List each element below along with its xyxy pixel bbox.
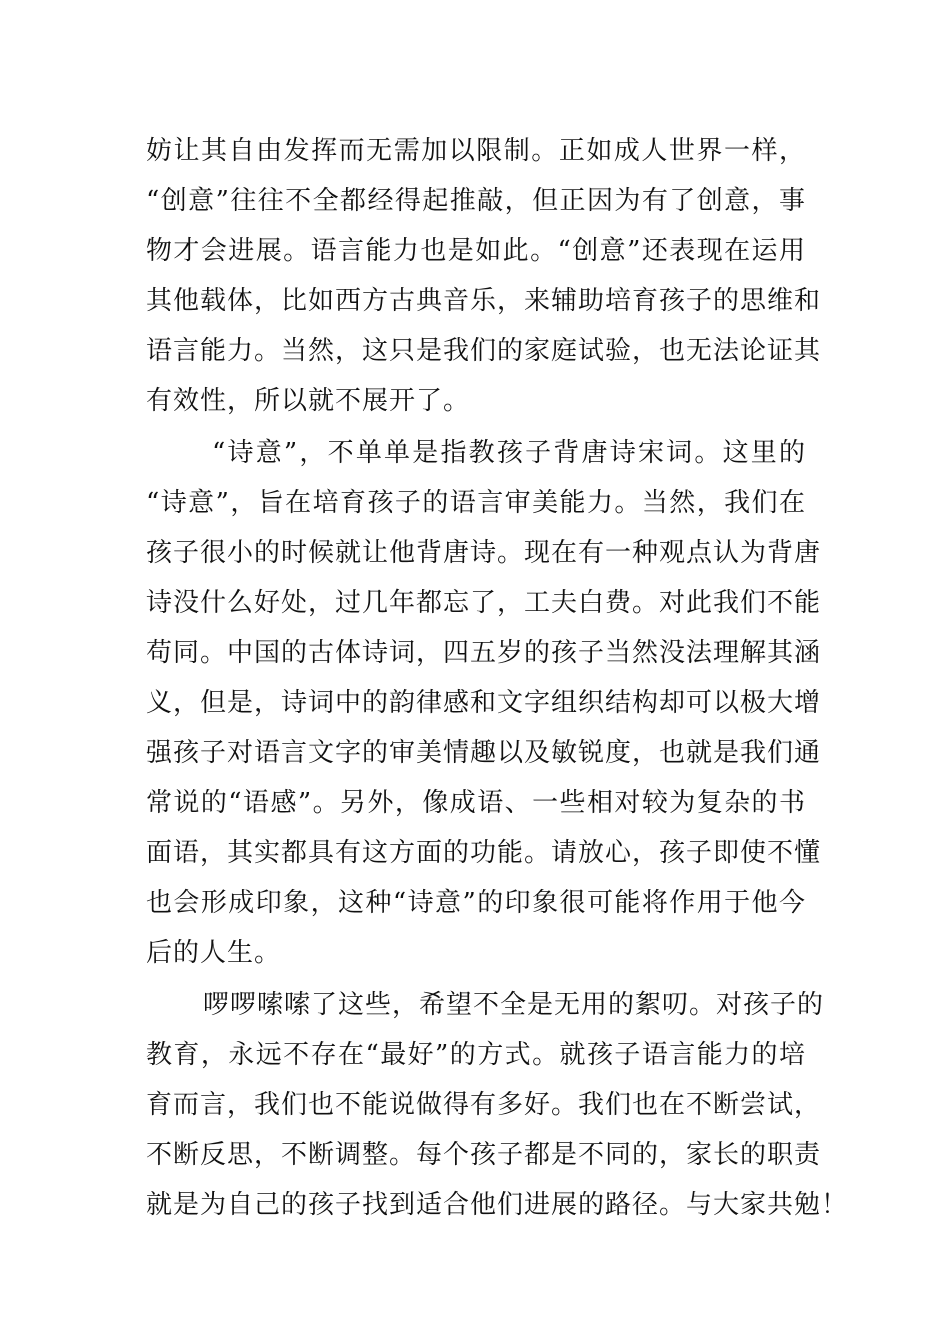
text-line: 诗没什么好处，过几年都忘了，工夫白费。对此我们不能 <box>146 588 822 618</box>
text-line: 义，但是，诗词中的韵律感和文字组织结构却可以极大增 <box>146 688 822 718</box>
text-line: 育而言，我们也不能说做得有多好。我们也在不断尝试， <box>146 1090 822 1120</box>
text-line: 孩子很小的时候就让他背唐诗。现在有一种观点认为背唐 <box>146 538 822 568</box>
paragraph-conclusion <box>146 980 849 1230</box>
paragraph-poetry <box>146 428 822 978</box>
text-line: 妨让其自由发挥而无需加以限制。正如成人世界一样， <box>146 136 806 166</box>
paragraph-creativity-end <box>146 126 822 426</box>
text-line: 不断反思，不断调整。每个孩子都是不同的，家长的职责 <box>146 1140 822 1170</box>
text-line: 其他载体，比如西方古典音乐，来辅助培育孩子的思维和 <box>146 286 822 316</box>
text-line: 语言能力。当然，这只是我们的家庭试验，也无法论证其 <box>146 336 822 366</box>
text-line: 有效性，所以就不展开了。 <box>146 386 471 416</box>
body-text <box>146 126 849 1230</box>
text-line: “创意”往往不全都经得起推敲，但正因为有了创意，事 <box>146 186 806 216</box>
text-line: 物才会进展。语言能力也是如此。“创意”还表现在运用 <box>146 236 806 266</box>
text-line: 也会形成印象，这种“诗意”的印象很可能将作用于他今 <box>146 888 806 918</box>
text-line: 面语，其实都具有这方面的功能。请放心，孩子即使不懂 <box>146 838 822 868</box>
text-line: 强孩子对语言文字的审美情趣以及敏锐度，也就是我们通 <box>146 738 822 768</box>
text-line: “诗意”，旨在培育孩子的语言审美能力。当然，我们在 <box>146 488 806 518</box>
text-line: 啰啰嗦嗦了这些，希望不全是无用的絮叨。对孩子的 <box>203 990 825 1020</box>
text-line: 后的人生。 <box>146 938 282 968</box>
text-line: 苟同。中国的古体诗词，四五岁的孩子当然没法理解其涵 <box>146 638 822 668</box>
text-line: “诗意”，不单单是指教孩子背唐诗宋词。这里的 <box>212 438 806 468</box>
text-line: 教育，永远不存在“最好”的方式。就孩子语言能力的培 <box>146 1040 806 1070</box>
text-line: 常说的“语感”。另外，像成语、一些相对较为复杂的书 <box>146 788 806 818</box>
text-line: 就是为自己的孩子找到适合他们进展的路径。与大家共勉！ <box>146 1190 849 1220</box>
